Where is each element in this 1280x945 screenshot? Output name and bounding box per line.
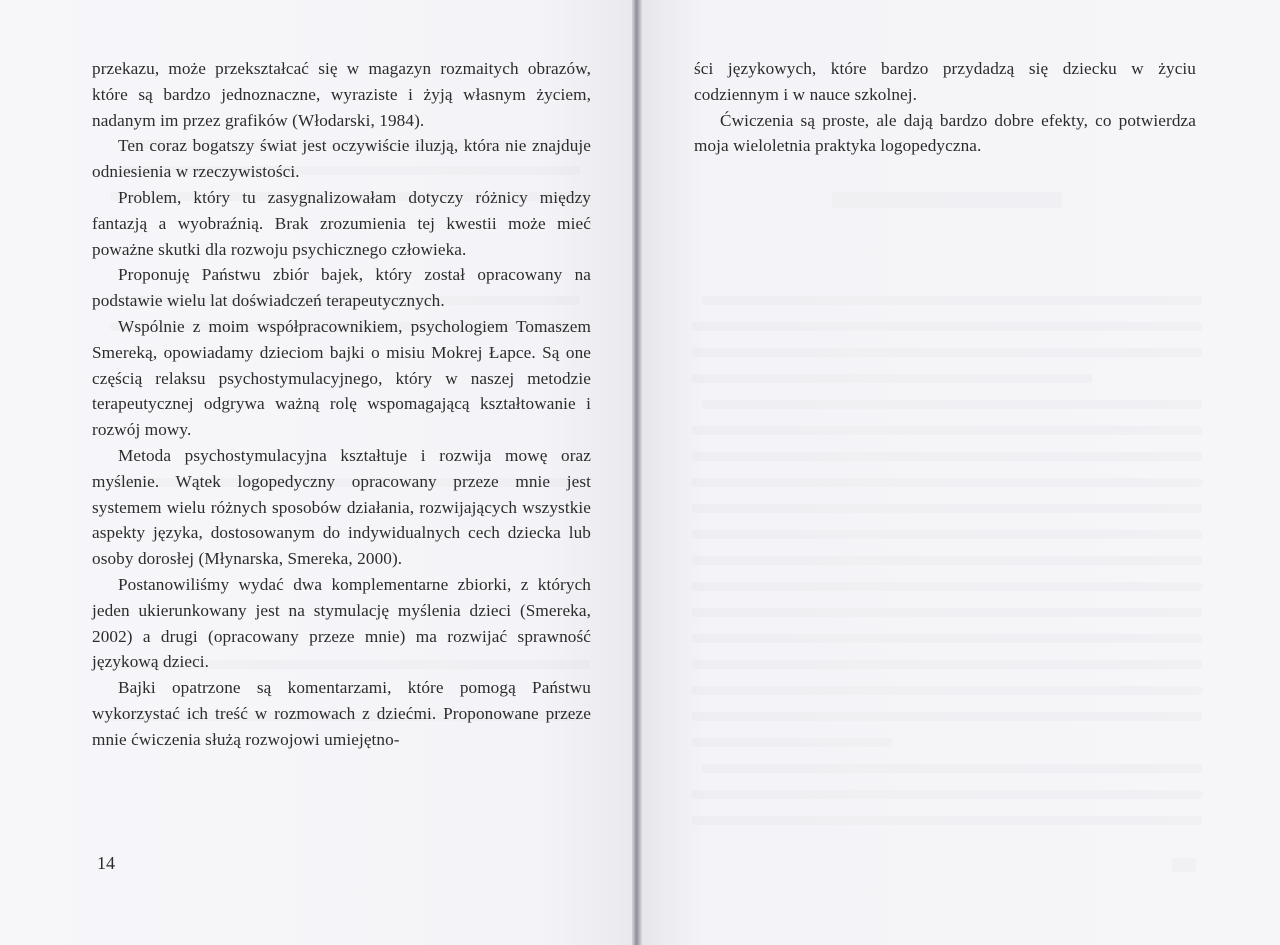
paragraph: Bajki opatrzone są komentarzami, które pomogą Państwu wykorzystać ich treść w rozmowach z dziećmi. Proponowane przeze mnie ćwiczenia służą rozwojowi umiejętno-: [92, 678, 591, 749]
left-page: [0, 0, 634, 945]
paragraph: Postanowiliśmy wydać dwa komplementarne zbiorki, z których jeden ukierunkowany jest na stymulację myślenia dzieci (Smereka, 2002) a drugi (opracowany przeze mnie) ma rozwijać sprawność językową dzieci.: [92, 574, 591, 672]
page-number: 14: [97, 853, 115, 873]
paragraph: Metoda psychostymulacyjna kształtuje i rozwija mowę oraz myślenie. Wątek logopedyczny opracowany przeze mnie jest systemem wielu różnych sposobów działania, rozwijających wszystkie aspekty języka, dostosowanym do indywidualnych cech dziecka lub osoby dorosłej (Młynarska, Smereka, 2000).: [92, 445, 591, 569]
right-page: [642, 0, 1280, 945]
paragraph: ści językowych, które bardzo przydadzą się dziecku w życiu codziennym i w nauce szkolnej.: [694, 59, 1196, 104]
paragraph: Ten coraz bogatszy świat jest oczywiście iluzją, która nie znajduje odniesienia w rzeczywistości.: [92, 136, 591, 182]
paragraph: Wspólnie z moim współpracownikiem, psychologiem Tomaszem Smereką, opowiadamy dzieciom bajki o misiu Mokrej Łapce. Są one częścią relaksu psychostymulacyjnego, który w naszej metodzie terapeutycznej odgrywa ważną rolę wspomagającą kształtowanie i rozwój mowy.: [92, 316, 591, 440]
book-gutter: [632, 0, 642, 945]
right-page-body: [694, 56, 1196, 159]
paragraph: Proponuję Państwu zbiór bajek, który został opracowany na podstawie wielu lat doświadczeń terapeutycznych.: [92, 265, 591, 311]
paragraph: Problem, który tu zasygnalizowałam dotyczy różnicy między fantazją a wyobraźnią. Brak zrozumienia tej kwestii może mieć poważne skutki dla rozwoju psychicznego człowieka.: [92, 187, 591, 259]
paragraph: Ćwiczenia są proste, ale dają bardzo dobre efekty, co potwierdza moja wieloletnia praktyka logopedyczna.: [694, 110, 1196, 156]
paragraph: przekazu, może przekształcać się w magazyn rozmaitych obrazów, które są bardzo jednoznaczne, wyraziste i żyją własnym życiem, nadanym im przez grafików (Włodarski, 1984).: [92, 59, 591, 130]
left-page-body: [92, 56, 591, 753]
